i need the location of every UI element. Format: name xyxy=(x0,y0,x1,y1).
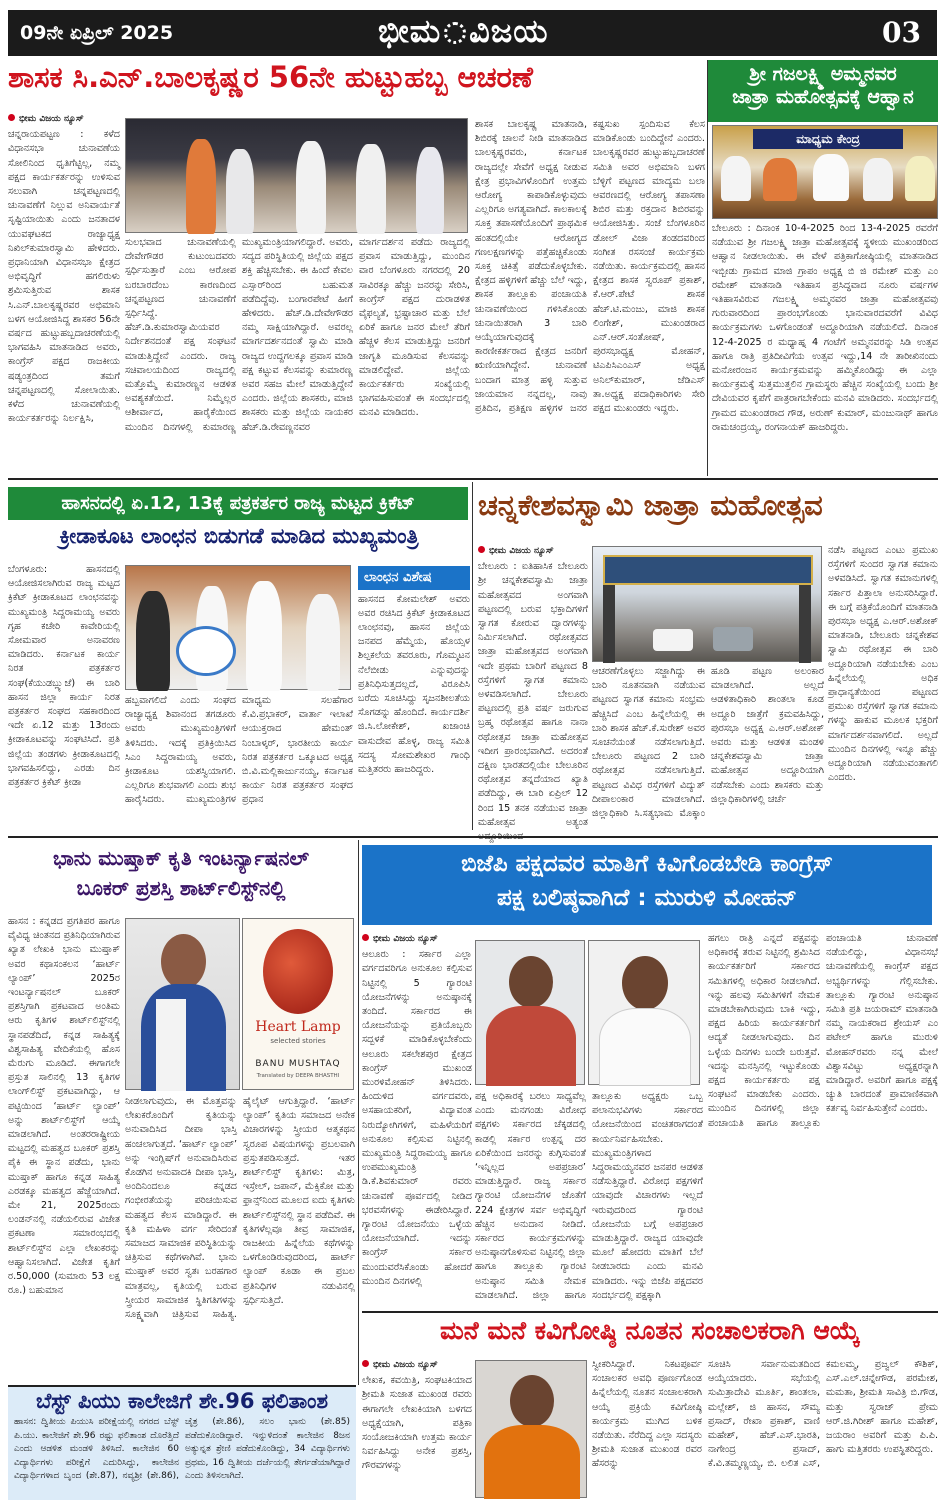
story4-photo xyxy=(592,546,822,662)
story4-cols-under-photo: ಆಚರಣೆಗೊಳ್ಳಲು ಸಜ್ಜಾಗಿದ್ದು ಈ ಬಾರಿ ನೂತನವಾಗಿ ನಡೆಯುವ ಪಟ್ಟಣದ ಸ್ವಾಗತ ಕಮಾನು ಸಂಭ್ರಮ ಹೆಚ್ಚಿಸಿದೆ ಎಂಬ ಹಿನ್ನೆಲೆಯಲ್ಲಿ ಈ ಬಾರಿ ಶಾಸಕ ಹೆಚ್.ಕೆ.ಸುರೇಶ್ ಅವರ ಸೂಚನೆಯಂತೆ ನಡೆಸಲಾಗುತ್ತಿದೆ. ಬೇಲೂರು ಪಟ್ಟಣದ 2 ಬಾರಿ ರಥೋತ್ಸವ ನಡೆಸಲಾಗುತ್ತಿದೆ. ಪಟ್ಟಣದ ವಿವಿಧ ರಸ್ತೆಗಳಿಗೆ ವಿದ್ಯುತ್ ದೀಪಾಲಂಕಾರ ಮಾಡಲಾಗಿದೆ. ಜಿಲ್ಲಾಧಿಕಾರಿ ಸಿ.ಸತ್ಯಭಾಮ ಮೊಕ್ಕಾಂ ಹೂಡಿ ಪಟ್ಟಣ ಅಲಂಕಾರ ಮಾಡಲಾಗಿದೆ. ಅಲ್ಲದೆ ಆಡಳಿತಾಧಿಕಾರಿ ಶಾಂತಲಾ ಕೂಡ ಅದ್ದೂರಿ ಜಾತ್ರೆಗೆ ಕ್ರಮವಹಿಸಿದ್ದು, ಪುರಸಭಾ ಅಧ್ಯಕ್ಷ ಎ.ಆರ್.ಅಶೋಕ್ ಅವರು ಮತ್ತು ಆಡಳಿತ ಮಂಡಳಿ ಚನ್ನಕೇಶವಸ್ವಾಮಿ ಜಾತ್ರಾ ಮಹೋತ್ಸವ ಅದ್ದೂರಿಯಾಗಿ ನಡೆಸಬೇಕು ಎಂದು ಶಾಸಕರು ಮತ್ತು ಜಿಲ್ಲಾಧಿಕಾರಿಗಳಲ್ಲಿ ಚರ್ಚೆ xyxy=(592,666,824,820)
story5-headline xyxy=(8,846,354,900)
story4-col-left xyxy=(478,544,588,832)
masthead xyxy=(8,10,937,56)
story6-headline-box xyxy=(362,845,932,925)
logo-left: ಭೀಮ xyxy=(378,12,442,50)
story4-headline: ಚನ್ನಕೇಶವಸ್ವಾಮಿ ಜಾತ್ರಾ ಮಹೋತ್ಸವ xyxy=(478,488,823,522)
story7-col-mid: ಸ್ವೀಕರಿಸಿದ್ದಾರೆ. ನಿಕಟಪೂರ್ವ ಸಂಚಾಲಕರ ಅವಧಿ ಪೂರ್ಣಗೊಂಡ ಹಿನ್ನೆಲೆಯಲ್ಲಿ ನೂತನ ಸಂಚಾಲಕರಾಗಿ ಆಯ್ಕೆ ಪ್ರಕ್ರಿಯೆ ಕವಿಗೋಷ್ಠಿ ಕಾರ್ಯಕ್ರಮ ಮುಗಿದ ಬಳಿಕ ನಡೆಯಿತು. ನೆರೆದಿದ್ದ ಎಲ್ಲಾ ಸದಸ್ಯರು ಶ್ರೀಮತಿ ಸುಜಾತ ಮುಖಂಡ ರವರ ಹೆಸರನ್ನು xyxy=(592,1359,702,1470)
column-divider xyxy=(472,482,473,830)
story2-body: ಬೇಲೂರು : ದಿನಾಂಕ 10-4-2025 ರಿಂದ 13-4-2025 ರವರೆಗೆ ನಡೆಯುವ ಶ್ರೀ ಗಜಲಕ್ಷ್ಮಿ ಜಾತ್ರಾ ಮಹೋತ್ಸವಕ್ಕೆ ಸ್ಥಳೀಯ ಮುಖಂಡರಿಂದ ಆಹ್ವಾನ ನೀಡಲಾಯಿತು. ಈ ವೇಳೆ ಪತ್ರಿಕಾಗೋಷ್ಠಿಯಲ್ಲಿ ಮಾತನಾಡಿದ ಇಬ್ಬೀಡು ಗ್ರಾಮದ ಮಾಜಿ ಗ್ರಾಪಂ ಅಧ್ಯಕ್ಷ ಬಿ ಜಿ ರಮೇಶ್ ಮತ್ತು ಎಂ ರಮೇಶ್ ಮಾತನಾಡಿ ಇತಿಹಾಸ ಪ್ರಸಿದ್ಧವಾದ ನೂರು ವರ್ಷಗಳ ಇತಿಹಾಸವಿರುವ ಗಜಲಕ್ಷ್ಮಿ ಅಮ್ಮನವರ ಜಾತ್ರಾ ಮಹೋತ್ಸವವು ಗುರುವಾರದಿಂದ ಪ್ರಾರಂಭಗೊಂಡು ಭಾನುವಾರದವರೆಗೆ ವಿವಿಧ ಕಾರ್ಯಕ್ರಮಗಳು ಒಳಗೊಂಡಂತೆ ಅದ್ದೂರಿಯಾಗಿ ನಡೆಯಲಿದೆ. ದಿನಾಂಕ 12-4-2025 ರ ಮಧ್ಯಾಹ್ನ 4 ಗಂಟೆಗೆ ಅಮ್ಮನವರನ್ನು ಸಿಡಿ ಉತ್ಸವ ಹಾಗೂ ರಾತ್ರಿ ಪ್ರತಿದೀವಿಗೆಯ ಉತ್ಸವ ಇದ್ದು,14 ನೇ ತಾರೀಖಿನಂದು ಮನೋರಂಜನ ಕಾರ್ಯಕ್ರಮವನ್ನು ಹಮ್ಮಿಕೊಂಡಿದ್ದು ಈ ಎಲ್ಲಾ ಕಾರ್ಯಕ್ರಮಕ್ಕೆ ಸುತ್ತಮುತ್ತಲಿನ ಗ್ರಾಮಸ್ಥರು ಹೆಚ್ಚಿನ ಸಂಖ್ಯೆಯಲ್ಲಿ ಬಂದು ಶ್ರೀ ದೇವಿಯವರ ಕೃಪೆಗೆ ಪಾತ್ರರಾಗಬೇಕೆಂದು ಮನವಿ ಮಾಡಿದರು. ಸಂದರ್ಭದಲ್ಲಿ ಗ್ರಾಮದ ಮುಖಂಡರಾದ ಗೌಡ, ಅರುಣ್ ಕುಮಾರ್, ಮಂಜುನಾಥ್ ಹಾಗೂ ರಾಮಚಂದ್ರಯ್ಯ, ರಂಗನಾಯಕ್ ಹಾಜರಿದ್ದರು. xyxy=(712,223,938,433)
story7-text: ಲೇಖಕ, ಕವಯಿತ್ರಿ, ಸಂಘಟಕಿಯಾದ ಶ್ರೀಮತಿ ಸುಜಾತ ಮುಖಂಡ ರವರು ಈಗಾಗಲೇ ಲೇಖಕಿಯಾಗಿ ಬಳಗದ ಅಧ್ಯಕ್ಷೆಯಾಗಿ, ಪತ್ರಿಕಾ ಸಂಯೋಜಕಿಯಾಗಿ ಉತ್ತಮ ಕಾರ್ಯ ನಿರ್ವಹಿಸಿದ್ದು ಅನೇಕ ಪ್ರಶಸ್ತಿ, ಗೌರವಗಳನ್ನು xyxy=(362,1375,472,1472)
story6-col-left xyxy=(362,932,472,1307)
story3-subhead: ಕ್ರೀಡಾಕೂಟ ಲಾಂಛನ ಬಿಡುಗಡೆ ಮಾಡಿದ ಮುಖ್ಯಮಂತ್ರಿ xyxy=(59,524,419,548)
story3-banner: ಹಾಸನದಲ್ಲಿ ಏ.12, 13ಕ್ಕೆ ಪತ್ರಕರ್ತರ ರಾಜ್ಯ ಮಟ್ಟದ ಕ್ರಿಕೆಟ್ xyxy=(8,487,468,520)
story4-col-right: ನಡೆಸಿ ಪಟ್ಟಣದ ಎಂಟು ಪ್ರಮುಖ ರಸ್ತೆಗಳಿಗೆ ಸುಂದರ ಸ್ವಾಗತ ಕಮಾನು ಅಳವಡಿಸಿದೆ. ಸ್ವಾಗತ ಕಮಾನುಗಳಲ್ಲಿ ಸರ್ಕಾರ ಪಿತ್ತಾಲಾ ಅನುಸರಿಸಿದ್ದಾರೆ. ಈ ಬಗ್ಗೆ ಪತ್ರಿಕೆಯೊಂದಿಗೆ ಮಾತನಾಡಿ ಪುರಸಭಾ ಅಧ್ಯಕ್ಷ ಎ.ಆರ್.ಅಶೋಕ್ ಮಾತನಾಡಿ, ಬೇಲೂರು ಚನ್ನಕೇಶವ ಸ್ವಾಮಿ ರಥೋತ್ಸವ ಈ ಬಾರಿ ಅದ್ದೂರಿಯಾಗಿ ನಡೆಯಬೇಕು ಎಂಬ ಹಿನ್ನೆಲೆಯಲ್ಲಿ ಅಧಿಕ ಪ್ರಾಧಾನ್ಯತೆಯಿಂದ ಪಟ್ಟಣದ ಪ್ರಮುಖ ರಸ್ತೆಗಳಿಗೆ ಸ್ವಾಗತ ಕಮಾನು ಗಳನ್ನು ಹಾಕುವ ಮೂಲಕ ಭಕ್ತರಿಗೆ ಮಾರ್ಗದರ್ಶನವಾಗಲಿದೆ. ಅಲ್ಲದೆ ಮುಂದಿನ ದಿನಗಳಲ್ಲಿ ಇನ್ನೂ ಹೆಚ್ಚು ಅದ್ದೂರಿಯಾಗಿ ನಡೆಯುವಂತಾಗಲಿ ಎಂದರು. xyxy=(828,545,938,784)
sidebox-body: ಹಾಸನದ ಕೋಮಲೇಶ್ ಅವರು ಅವರ ರಚಿಸಿದ ಕ್ರಿಕೆಟ್ ಕ್ರೀಡಾಕೂಟದ ಲಾಂಛನವು, ಹಾಸನ ಜಿಲ್ಲೆಯ ಜನಪದ ಹೆಮ್ಮೆಯ, ಹೊಯ್ಸಳ ಶಿಲ್ಪಕಲೆಯ ತವರೂರು, ಗೊಮ್ಮಟನ ನೆಲೆಬೀಡು ಎನ್ನುವುದನ್ನು ಪ್ರತಿನಿಧಿಸುತ್ತದಲ್ಲದೆ, ವಿರೂಪಿಸಿ ಬರೆದು ಸೂಚಿಸಿದ್ದು ಸೃಜನಶೀಲತೆಯ ಸೊಗಡನ್ನು ಹೊಂದಿದೆ. ಕಾರ್ಯದರ್ಶಿ ಜಿ.ಸಿ.ಲೋಕೇಶ್, ಖಜಾಂಚಿ ವಾಸುದೇವ ಹೊಳ್ಳ, ರಾಜ್ಯ ಸಮಿತಿ ಸದಸ್ಯ ಸೋಮಶೇಖರ ಗಾಂಧಿ ಮತ್ತಿತರರು ಹಾಜರಿದ್ದರು. xyxy=(358,593,470,776)
author-photo xyxy=(125,918,240,1090)
story6-text: ಆಲೂರು : ಸರ್ಕಾರ ಎಲ್ಲಾ ವರ್ಗದವರಿಗೂ ಅನುಕೂಲ ಕಲ್ಪಿಸುವ ನಿಟ್ಟಿನಲ್ಲಿ 5 ಗ್ಯಾರಂಟಿ ಯೋಜನೆಗಳನ್ನು ಅನುಷ್ಠಾನಕ್ಕೆ ತಂದಿದೆ. ಸರ್ಕಾರದ ಈ ಯೋಜನೆಯನ್ನು ಪ್ರತಿಯೊಬ್ಬರು ಸದ್ಬಳಕೆ ಮಾಡಿಕೊಳ್ಳಬೇಕೆಂದು ಆಲೂರು ಸಕಲೇಶಪುರ ಕ್ಷೇತ್ರದ ಕಾಂಗ್ರೆಸ್ ಮುಖಂಡ ಮುರಳಿಮೋಹನ್ ತಿಳಿಸಿದರು. ಹಿಂದುಳಿದ ವರ್ಗದವರು, ಅಸಹಾಯಕರಿಗೆ, ವಿದ್ಯಾವಂತ ನಿರುದ್ಯೋಗಿಗಳಿಗೆ, ಮಹಿಳೆಯರಿಗೆ ಅನುಕೂಲ ಕಲ್ಪಿಸುವ ನಿಟ್ಟಿನಲ್ಲಿ ಮುಖ್ಯಮಂತ್ರಿ ಸಿದ್ದರಾಮಯ್ಯ ಹಾಗೂ ಉಪಮುಖ್ಯಮಂತ್ರಿ ಡಿ.ಕೆ.ಶಿವಕುಮಾರ್ ರವರು ಚುನಾವಣೆ ಪೂರ್ವದಲ್ಲಿ ನೀಡಿದ ಭರವಸೆಗಳನ್ನು ಈಡೇರಿಸಿದ್ದಾರೆ. ಗ್ಯಾರಂಟಿ ಯೋಜನೆಯು ಒಳ್ಳೆಯ ಯೋಜನೆಯಾಗಿದೆ. ಇದನ್ನು ಕಾಂಗ್ರೆಸ್ ಸರ್ಕಾರ ಮುಂದುವರೆಸಿಕೊಂಡು ಹೋದರೆ ಮುಂದಿನ ದಿನಗಳಲ್ಲಿ xyxy=(362,949,472,1287)
byline: ಭೀಮ ವಿಜಯ ನ್ಯೂಸ್ xyxy=(478,544,588,558)
byline: ಭೀಮ ವಿಜಯ ನ್ಯೂಸ್ xyxy=(8,112,120,126)
byline: ಭೀಮ ವಿಜಯ ನ್ಯೂಸ್ xyxy=(362,1358,472,1372)
story5-col-left: ಹಾಸನ : ಕನ್ನಡದ ಪ್ರಗತಿಪರ ಹಾಗೂ ವೈವಿಧ್ಯ ಚಿಂತನದ ಪ್ರತಿನಿಧಿಯಾಗಿರುವ ಖ್ಯಾತ ಲೇಖಕಿ ಭಾನು ಮುಷ್ತಾಕ್ ಅವರ ಕಥಾಸಂಕಲನ ‘ಹಾರ್ಟ್ ಲ್ಯಾಂಪ್’ 2025ರ ಇಂಟರ್ನ್ಯಾಷನಲ್ ಬೂಕರ್ ಪ್ರಶಸ್ತಿಗಾಗಿ ಪ್ರಕಟವಾದ ಅಂತಿಮ ಆರು ಕೃತಿಗಳ ಶಾರ್ಟ್‌ಲಿಸ್ಟ್‌ನಲ್ಲಿ ಸ್ಥಾನಪಡೆದಿದೆ, ಕನ್ನಡ ಸಾಹಿತ್ಯಕ್ಕೆ ವಿಶ್ವಸಾಹಿತ್ಯ ವೇದಿಕೆಯಲ್ಲಿ ಹೊಸ ಮೆರುಗು ಮೂಡಿದೆ. ಈಗಾಗಲೇ ಪ್ರಸ್ತುತ ಸಾಲಿನಲ್ಲಿ 13 ಕೃತಿಗಳ ಲಾಂಗ್‌ಲಿಸ್ಟ್ ಪ್ರಕಟವಾಗಿದ್ದು, ಆ ಪಟ್ಟಿಯಿಂದ ‘ಹಾರ್ಟ್ ಲ್ಯಾಂಪ್’ ಅನ್ನು ಶಾರ್ಟ್‌ಲಿಸ್ಟ್‌ಗೆ ಆಯ್ಕೆ ಮಾಡಲಾಗಿದೆ. ಅಂತರರಾಷ್ಟ್ರೀಯ ಮಟ್ಟದಲ್ಲಿ ಮಹತ್ವದ ಬೂಕರ್ ಪ್ರಶಸ್ತಿ ಪೈಕಿ ಈ ಸ್ಥಾನ ಪಡೆದು, ಭಾನು ಮುಷ್ತಾಕ್ ಹಾಗೂ ಕನ್ನಡ ಸಾಹಿತ್ಯ ಎರಡಕ್ಕೂ ಮಹತ್ವದ ಹೆಜ್ಜೆಯಾಗಿದೆ. ಮೇ 21, 2025ರಂದು ಲಂಡನ್‌ನಲ್ಲಿ ನಡೆಯಲಿರುವ ವಿಜೇತ ಪ್ರಕಟಣಾ ಸಮಾರಂಭದಲ್ಲಿ ಶಾರ್ಟ್‌ಲಿಸ್ಟ್‌ನ ಎಲ್ಲಾ ಲೇಖಕರನ್ನು ಆಹ್ವಾನಿಸಲಾಗಿದೆ. ವಿಜೇತ ಕೃತಿಗೆ ರ.50,000 (ಸುಮಾರು 53 ಲಕ್ಷ ರೂ.) ಬಹುಮಾನ xyxy=(8,916,120,1297)
story7-headline: ಮನೆ ಮನೆ ಕವಿಗೋಷ್ಠಿ ನೂತನ ಸಂಚಾಲಕರಾಗಿ ಆಯ್ಕೆ xyxy=(440,1316,860,1345)
story6-cols-right: ಹಗಲು ರಾತ್ರಿ ಎನ್ನದೆ ಪಕ್ಷವನ್ನು ಅಧಿಕಾರಕ್ಕೆ ತರುವ ನಿಟ್ಟಿನಲ್ಲಿ ಶ್ರಮಿಸಿದ ಕಾರ್ಯಕರ್ತರಿಗೆ ಸರ್ಕಾರದ ಸಮಿತಿಗಳಲ್ಲಿ ಅಧಿಕಾರ ನೀಡಲಾಗಿದೆ. ಇನ್ನು ಹಲವು ಸಮಿತಿಗಳಿಗೆ ನೇಮಕ ಮಾಡಬೇಕಾಗಿರುವುದು ಬಾಕಿ ಇದ್ದು, ಪಕ್ಷದ ಹಿರಿಯ ಕಾರ್ಯಕರ್ತರಿಗೆ ಆದ್ಯತೆ ನೀಡಲಾಗುವುದು. ದಿನ ಒಳ್ಳೆಯ ದಿನಗಳು ಬಂದೇ ಬರುತ್ತವೆ. ಇದನ್ನು ಮನಸ್ಸಿನಲ್ಲಿ ಇಟ್ಟುಕೊಂಡು ಪಕ್ಷದ ಕಾರ್ಯಕರ್ತರು ಪಕ್ಷ ಸಂಘಟನೆ ಮಾಡಬೇಕು ಎಂದರು. ಮುಂದಿನ ದಿನಗಳಲ್ಲಿ ಜಿಲ್ಲಾ ಪಂಚಾಯತಿ ಹಾಗೂ ತಾಲ್ಲೂಕು ಪಂಚಾಯತಿ ಚುನಾವಣೆ ನಡೆಯಲಿದ್ದು, ವಿಧಾನಸಭೆ ಚುನಾವಣೆಯಲ್ಲಿ ಕಾಂಗ್ರೆಸ್ ಪಕ್ಷದ ಅಭ್ಯರ್ಥಿಗಳನ್ನು ಗೆಲ್ಲಿಸಬೇಕು. ತಾಲ್ಲೂಕು ಗ್ಯಾರಂಟಿ ಅನುಷ್ಠಾನ ಸಮಿತಿ ಪ್ರತಿ ಜಯರಾಮ್ ಮಾತನಾಡಿ ನಮ್ಮ ನಾಯಕರಾದ ಶ್ರೇಯಸ್ ಎಂ ಪಟೇಲ್ ಹಾಗೂ ಮುರುಳಿ ಮೋಹನ್‌ರವರು ನನ್ನ ಮೇಲೆ ವಿಶ್ವಾಸವಿಟ್ಟು ಅಧ್ಯಕ್ಷರನ್ನಾಗಿ ಮಾಡಿದ್ದಾರೆ. ಅವರಿಗೆ ಹಾಗೂ ಪಕ್ಷಕ್ಕೆ ಚ್ಯುತಿ ಬಾರದಂತೆ ಪ್ರಾಮಾಣಿಕವಾಗಿ ಕರ್ತವ್ಯ ನಿರ್ವಹಿಸುತ್ತೇನೆ ಎಂದರು. xyxy=(708,933,938,1129)
column-divider xyxy=(707,60,708,476)
murali-mohan-photo xyxy=(475,940,585,1085)
divider xyxy=(8,478,938,480)
sujatha-photo xyxy=(475,1360,587,1498)
issue-date: 09ನೇ ಏಪ್ರಿಲ್ 2025 xyxy=(20,22,174,44)
newspaper-logo xyxy=(378,12,549,51)
story7-cols-right: ಸೂಚಿಸಿ ಸರ್ವಾನುಮತದಿಂದ ಆಯ್ಕೆಯಾದರು. ಸಭೆಯಲ್ಲಿ ಸುಮಿತ್ರಾದೇವಿ ಮೂರ್ತಿ, ಶಾಂತಲಾ, ಮಲ್ಲೇಶ್, ಜಿ ಹಾಸನ, ಸೌಮ್ಯ ಪ್ರಸಾದ್, ರೇಖಾ ಪ್ರಕಾಶ್, ವಾಣಿ ಮಹೇಶ್, ಹೆಚ್.ಎಸ್.ಭಾರತಿ, ನಾಗೇಂದ್ರ ಪ್ರಸಾದ್, ಕೆ.ವಿ.ತಮ್ಮಣ್ಣಯ್ಯ, ಬಿ. ಲಲಿತ ಎಸ್, ಕಮಲಮ್ಮ, ಪ್ರಜ್ವಲ್ ಕೌಶಿಕ್, ಎಸ್.ಎಲ್.ಚನ್ನೇಗೌಡ, ಪರಮೇಶ, ಮಮತಾ, ಶ್ರೀಮತಿ ಸಾವಿತ್ರಿ ಬಿ.ಗೌಡ, ಮತ್ತು ಸ್ವರಾಜ್ ಪ್ರೇಮ ಆರ್.ಜಿ.ಗಿರೀಶ್ ಹಾಗೂ ಮಹೇಶ್, ಜಯರಾಂ ಅವರಿಗೆ ಮತ್ತು ಪಿ.ಪಿ. ಹಾಗು ಮತ್ತಿತರರು ಉಪಸ್ಥಿತರಿದ್ದರು. xyxy=(708,1359,938,1470)
photo-banner-text: ಮಾಧ್ಯಮ ಕೇಂದ್ರ xyxy=(753,129,903,149)
story3-photo xyxy=(125,565,351,690)
story2-photo xyxy=(712,125,938,219)
person-photo xyxy=(588,940,700,1085)
story8-box xyxy=(8,1385,356,1500)
story7-col-left xyxy=(362,1358,472,1503)
story6-headline-line2: ಪಕ್ಷ ಬಲಿಷ್ಠವಾಗಿದೆ : ಮುರುಳಿ ಮೋಹನ್ xyxy=(497,884,797,911)
story1-col-left xyxy=(8,112,120,472)
story6-headline-line1: ಬಿಜೆಪಿ ಪಕ್ಷದವರ ಮಾತಿಗೆ ಕಿವಿಗೊಡಬೇಡಿ ಕಾಂಗ್ರೆಸ್ xyxy=(461,851,833,877)
story8-body: ಹಾಸನ: ದ್ವಿತೀಯ ಪಿಯುಸಿ ಪರೀಕ್ಷೆಯಲ್ಲಿ ನಗರದ ಬೆಸ್ಟ್ ಪಿ.ಯು. ಕಾಲೇಜಿಗೆ ಶೇ.96 ರಷ್ಟು ಫಲಿತಾಂಶ ದೊರೆತ್ತಿದೆ ಎಂದು ಆಡಳಿತ ಮಂಡಳಿ ತಿಳಿಸಿದೆ. ಕಾಲೇಜಿನ 60 ವಿದ್ಯಾರ್ಥಿಗಳು ಪರೀಕ್ಷೆಗೆ ಎದುರಿಸಿದ್ದು, ಕಾಲೇಜಿನ ವಿದ್ಯಾರ್ಥಿಗಳಾದ ಬೃಂದ (ಶೇ.87), ನವ್ಯಶ್ರೀ (ಶೇ.86), ಚೈತ್ರ (ಶೇ.86), ಸಲಂ ಭಾನು (ಶೇ.85) ಪಡೆದುಕೊಂಡಿದ್ದಾರೆ. ಇನ್ನುಳಿದಂತೆ ಕಾಲೇಜಿನ 8ಜನ ಅತ್ಯುನ್ನತ ಶ್ರೇಣಿ ಪಡೆದುಕೊಂಡಿದ್ದು, 34 ವಿದ್ಯಾರ್ಥಿಗಳು ಪ್ರಥಮ, 16 ದ್ವಿತೀಯ ದರ್ಜೆಯಲ್ಲಿ ತೇರ್ಗಡೆಯಾಗಿದ್ದಾರೆ ಎಂದು ತಿಳಿಸಲಾಗಿದೆ. xyxy=(14,1417,350,1482)
chakra-icon xyxy=(444,22,466,44)
book-author: BANU MUSHTAQ xyxy=(255,1059,341,1069)
story4-text: ಬೇಲೂರು : ಐತಿಹಾಸಿಕ ಬೇಲೂರು ಶ್ರೀ ಚನ್ನಕೇಶವಸ್ವಾಮಿ ಜಾತ್ರಾ ಮಹೋತ್ಸವದ ಅಂಗವಾಗಿ ಪಟ್ಟಣದಲ್ಲಿ ಬರುವ ಭಕ್ತಾದಿಗಳಿಗೆ ಸ್ವಾಗತ ಕೋರುವ ದ್ವಾರಗಳನ್ನು ನಿರ್ಮಿಸಲಾಗಿದೆ. ರಥೋತ್ಸವದ ಜಾತ್ರಾ ಮಹೋತ್ಸವದ ಅಂಗವಾಗಿ ಇದೇ ಪ್ರಥಮ ಬಾರಿಗೆ ಪಟ್ಟಣದ 8 ರಸ್ತೆಗಳಿಗೆ ಸ್ವಾಗತ ಕಮಾನು ಅಳವಡಿಸಲಾಗಿದೆ. ಬೇಲೂರು ಪಟ್ಟಣದಲ್ಲಿ ಪ್ರತಿ ವರ್ಷ ಜರುಗುವ ಬ್ರಹ್ಮ ರಥೋತ್ಸವ ಹಾಗೂ ನಾನಾ ರಥೋತ್ಸವ ಜಾತ್ರಾ ಮಹೋತ್ಸವ ಇದೀಗ ಪ್ರಾರಂಭವಾಗಿದೆ. ಅದರಂತೆ ದಕ್ಷಿಣ ಭಾರತದಲ್ಲಿಯೇ ಬೇಲೂರಿನ ರಥೋತ್ಸವ ತನ್ನದೆಯಾದ ಖ್ಯಾತಿ ಪಡೆದಿದ್ದು, ಈ ಬಾರಿ ಏಪ್ರಿಲ್ 12 ರಿಂದ 15 ತನಕ ನಡೆಯುವ ಜಾತ್ರಾ ಮಹೋತ್ಸವ ಅತ್ಯಂತ xyxy=(478,561,588,828)
story3-sidebox xyxy=(358,566,470,833)
divider xyxy=(362,1311,938,1313)
story1-cols-right: ಶಾಸಕ ಬಾಲಕೃಷ್ಣ ಮಾತನಾಡಿ, ಶಿಬಿರಕ್ಕೆ ಚಾಲನೆ ನೀಡಿ ಮಾತನಾಡಿದ ಬಾಲಕೃಷ್ಣರವರು, ಕರ್ನಾಟಕ ರಾಜ್ಯದಲ್ಲೇ ಸೇವೆಗೆ ಅಧ್ಯಕ್ಷ ನೀಡುವ ಕ್ಷೇತ್ರ ಪ್ರಭಾವಿಗಳೊಂದಿಗೆ ಉತ್ತಮ ಆರೋಗ್ಯ ಕಾಪಾಡಿಕೊಳ್ಳುವುದು ಎಲ್ಲರಿಗೂ ಅಗತ್ಯವಾಗಿದೆ. ಕಾಲಕಾಲಕ್ಕೆ ಸೂಕ್ತ ತಪಾಸಣೆಯೊಂದಿಗೆ ಪ್ರಾಥಮಿಕ ಹಂತದಲ್ಲಿಯೇ ಆರೋಗ್ಯದ ಗಣಲಕ್ಷಣಗಳನ್ನು ಪತ್ತೆಹಚ್ಚಿಕೊಂಡು ಸೂಕ್ತ ಚಿಕಿತ್ಸೆ ಪಡೆದುಕೊಳ್ಳಬೇಕು. ಕ್ಷೇತ್ರದ ಹಳ್ಳಿಗಳಿಗೆ ಹೆಚ್ಚು ಬೆಲೆ ಇದ್ದು, ಶಾಸಕ ತಾಲ್ಲೂಕು ಪಂಚಾಯತಿ ಚುನಾವಣೆಯಿಂದ ಗಳಿಸಿಕೊಂಡು ಚುನಾಯಿತರಾಗಿ 3 ಬಾರಿ ಆಯ್ಕೆಯಾಗುವುದಕ್ಕೆ ಕಾರಣೀಕರ್ತರಾದ ಕ್ಷೇತ್ರದ ಜನರಿಗೆ ಋಣಿಯಾಗಿದ್ದೇನೆ. ಚುನಾವಣೆ ಬಂದಾಗ ಮಾತ್ರ ಹಳ್ಳಿ ಸುತ್ತುವ ಜಾಯಮಾನ ನನ್ನದಲ್ಲ, ನಾವು ಪ್ರತಿದಿನ, ಪ್ರತಿಕ್ಷಣ ಹಳ್ಳಿಗಳ ಜನರ ಕಷ್ಟಸುಖ ಸ್ಪಂದಿಸುವ ಕೆಲಸ ಮಾಡಿಕೊಂಡು ಬಂದಿದ್ದೇನೆ ಎಂದರು. ಬಾಲಕೃಷ್ಣರವರ ಹುಟ್ಟುಹಬ್ಬದಾಚರಣೆ ಸಮಿತಿ ಅವರ ಅಭಿಮಾನಿ ಬಳಗ ಬೆಳ್ಳಿಗೆ ಪಟ್ಟಣದ ಮಾದ್ಯಮ ಬಲಾ ಆವರಣದಲ್ಲಿ ಆರೋಗ್ಯ ತಪಾಸಣಾ ಶಿಬಿರ ಮತ್ತು ರಕ್ತದಾನ ಶಿಬಿರವನ್ನು ಆಯೋಜಿಸಿತ್ತು. ಸಂಜೆ ಬೆಂಗಳೂರಿನ ಡೋಲ್ ವಿಜಾ ತಂಡದವರಿಂದ ಸಂಗೀತ ರಸಸಂಜೆ ಕಾರ್ಯಕ್ರಮ ನಡೆಯಿತು. ಕಾರ್ಯಕ್ರಮದಲ್ಲಿ ಹಾಸನ ಕ್ಷೇತ್ರದ ಶಾಸಕ ಸ್ವರೂಪ್ ಪ್ರಕಾಶ್, ಕೆ.ಆರ್.ಪೇಟೆ ಶಾಸಕ ಹೆಚ್.ಟಿ.ಮಂಜು, ಮಾಜಿ ಶಾಸಕ ಲಿಂಗೇಶ್, ಮುಖಂಡರಾದ ಎನ್.ಆರ್.ಸಂತೋಷ್, ಪುರಸಭಾಧ್ಯಕ್ಷ ಮೋಹನ್, ಟಿಎಪಿಸಿಎಂಎಸ್ ಅಧ್ಯಕ್ಷ ಅನಿಲ್‌ಕುಮಾರ್, ಜೆಡಿಎಸ್ ತಾ.ಅಧ್ಯಕ್ಷ ಪದಾಧಿಕಾರಿಗಳು ಸೇರಿ ಪಕ್ಷದ ಮುಖಂಡರು ಇದ್ದರು. xyxy=(475,119,705,415)
story8-headline: ಬೆಸ್ಟ್ ಪಿಯು ಕಾಲೇಜಿಗೆ ಶೇ.96 ಫಲಿತಾಂಶ xyxy=(36,1389,328,1413)
book-cover xyxy=(242,918,354,1090)
book-subtitle: selected stories xyxy=(270,1037,326,1045)
byline: ಭೀಮ ವಿಜಯ ನ್ಯೂಸ್ xyxy=(362,932,472,946)
story2-headline-line1: ಶ್ರೀ ಗಜಲಕ್ಷ್ಮಿ ಅಮ್ಮನವರ xyxy=(749,63,897,85)
logo-right: ವಿಜಯ xyxy=(469,12,549,50)
column-divider xyxy=(358,840,359,1385)
story3-col-left: ಬೆಂಗಳೂರು: ಹಾಸನದಲ್ಲಿ ಆಯೋಜಿಸಲಾಗಿರುವ ರಾಜ್ಯ ಮಟ್ಟದ ಕ್ರಿಕೆಟ್ ಕ್ರೀಡಾಕೂಟದ ಲಾಂಛನವನ್ನು ಮುಖ್ಯಮಂತ್ರಿ ಸಿದ್ದರಾಮಯ್ಯ ಅವರು ಗೃಹ ಕಚೇರಿ ಕಾವೇರಿಯಲ್ಲಿ ಸೋಮವಾರ ಅನಾವರಣ ಮಾಡಿದರು. ಕರ್ನಾಟಕ ಕಾರ್ಯ ನಿರತ ಪತ್ರಕರ್ತರ ಸಂಘ(ಕೆಯುಡಬ್ಲ್ಯುಜೆ) ಈ ಬಾರಿ ಹಾಸನ ಜಿಲ್ಲಾ ಕಾರ್ಯ ನಿರತ ಪತ್ರಕರ್ತರ ಸಂಘದ ಸಹಕಾರದಿಂದ ಇದೇ ಏ.12 ಮತ್ತು 13ರಂದು ಕ್ರೀಡಾಕೂಟವನ್ನು ಸಂಘಟಿಸಿದೆ. ಪ್ರತಿ ಜಿಲ್ಲೆಯ ತಂಡಗಳು ಕ್ರೀಡಾಕೂಟದಲ್ಲಿ ಭಾಗವಹಿಸಲಿದ್ದು, ಎರಡು ದಿನ ಪತ್ರಕರ್ತರ ಕ್ರಿಕೆಟ್ ಕ್ರೀಡಾ xyxy=(8,564,120,789)
story1-cols-under-photo: ಸುಲಭವಾದ ಚುನಾವಣೆಯಲ್ಲಿ ದೇವೇಗೌಡರ ಕುಟುಂಬದವರು ಸ್ಪರ್ಧಿಸುತ್ತಾರೆ ಎಂಬ ಆರೋಪ ಬರಬಾರದೆಂಬ ಕಾರಣದಿಂದ ಚನ್ನಪಟ್ಟಣದ ಚುನಾವಣೆಗೆ ಸ್ಪರ್ಧಿಸಿದ್ದೆ. ಹೆಚ್.ಡಿ.ಕುಮಾರಸ್ವಾಮಿಯವರ ನಿರ್ದೇಶನದಂತೆ ಪಕ್ಷ ಸಂಘಟನೆ ಮಾಡುತ್ತಿದ್ದೇನೆ ಎಂದರು. ರಾಜ್ಯ ಸಚಿವಾಲಯದಿಂದ ರಾಜ್ಯದಲ್ಲಿ ಮತ್ತೊಮ್ಮೆ ಕುಮಾರಣ್ಣನ ಆಡಳಿತ ಅವಶ್ಯಕತೆಯಿದೆ. ನಿಮ್ಮೆಲ್ಲರ ಆಶೀರ್ವಾದ, ಹಾರೈಕೆಯಿಂದ ಮುಂದಿನ ದಿನಗಳಲ್ಲಿ ಕುಮಾರಣ್ಣ ಮುಖ್ಯಮಂತ್ರಿಯಾಗಲಿದ್ದಾರೆ. ಅವರು, ಸದ್ಯದ ಪರಿಸ್ಥಿತಿಯಲ್ಲಿ ಜಿಲ್ಲೆಯ ಪಕ್ಷದ ಶಕ್ತಿ ಹೆಚ್ಚಿಸಬೇಕು. ಈ ಹಿಂದೆ ಕೇವಲ ಎಸ್ಸಾರ್‌ರಿಂದ ಬಹುಮತ ಪಡೆದಿದ್ದೆವು. ಬಂಗಾರಪೇಟೆ ಹೀಗೆ ಹೇಳಿದರು. ಹೆಚ್.ಡಿ.ದೇವೇಗೌಡರ ನಮ್ಮ ಸಾಕ್ಷಿಯಾಗಿದ್ದಾರೆ. ಅವರಲ್ಲ ಮಾರ್ಗದರ್ಶನದಂತೆ ಸ್ವಾಮಿ ಮಾಡಿ ರಾಜ್ಯದ ಉದ್ದಗಲಕ್ಕೂ ಪ್ರವಾಸ ಮಾಡಿ ಪಕ್ಷ ಕಟ್ಟುವ ಕೆಲಸವನ್ನು ಕುಮಾರಣ್ಣ ಅವರ ಸಹಜ ಮೇಲೆ ಮಾಡುತ್ತಿದ್ದೇನೆ ಎಂದರು. ಜಿಲ್ಲೆಯ ಶಾಸಕರು, ಮಾಜಿ ಶಾಸಕರು ಮತ್ತು ಜಿಲ್ಲೆಯ ನಾಯಕರ ಹೆಚ್.ಡಿ.ರೇವಣ್ಣನವರ ಮಾರ್ಗದರ್ಶನ ಪಡೆದು ರಾಜ್ಯದಲ್ಲಿ ಪ್ರವಾಸ ಮಾಡುತ್ತಿದ್ದು, ಮುಂದಿನ ವಾರ ಬೆಂಗಳೂರು ನಗರದಲ್ಲಿ 20 ಸಾವಿರಕ್ಕೂ ಹೆಚ್ಚು ಜನರನ್ನು ಸೇರಿಸಿ, ಕಾಂಗ್ರೆಸ್ ಪಕ್ಷದ ದುರಾಡಳಿತ ವೈಫಲ್ಯತೆ, ಭ್ರಷ್ಟಾಚಾರ ಮತ್ತು ಬೆಲೆ ಏರಿಕೆ ಹಾಗೂ ಜನರ ಮೇಲೆ ತೆರಿಗೆ ಹೆಚ್ಚಳ ಕೆಲಸ ಮಾಡುತ್ತಿದ್ದು ಜನರಿಗೆ ಜಾಗೃತಿ ಮೂಡಿಸುವ ಕೆಲಸವನ್ನು ಮಾಡಲಿದ್ದೇವೆ. ಜಿಲ್ಲೆಯ ಕಾರ್ಯಕರ್ತರು ಸಂಖ್ಯೆಯಲ್ಲಿ ಭಾಗವಹಿಸುವಂತೆ ಈ ಸಂದರ್ಭದಲ್ಲಿ ಮನವಿ ಮಾಡಿದರು. xyxy=(125,237,470,433)
story2-headline-line2: ಜಾತ್ರಾ ಮಹೋತ್ಸವಕ್ಕೆ ಆಹ್ವಾನ xyxy=(732,85,914,108)
story5-headline-line2: ಬೂಕರ್ ಪ್ರಶಸ್ತಿ ಶಾರ್ಟ್‌ಲಿಸ್ಟ್‌ನಲ್ಲಿ xyxy=(76,876,286,900)
story5-cols-under-photo: ನೀಡಲಾಗುವುದು, ಈ ಮೊತ್ತವನ್ನು ಲೇಖಕರೊಂದಿಗೆ ಕೃತಿಯನ್ನು ಅನುವಾದಿಸಿದ ದೀಪಾ ಭಾಸ್ತಿ ಹಂಚಲಾಗುತ್ತದೆ. ‘ಹಾರ್ಟ್ ಲ್ಯಾಂಪ್’ ಅನ್ನು ಇಂಗ್ಲಿಷ್‌ಗೆ ಅನುವಾದಿಸಿರುವ ಕೊಡಗಿನ ಅನುವಾದಕಿ ದೀಪಾ ಭಾಸ್ತಿ, ಅಂದಿನಿಂದಲೂ ಕನ್ನಡದ ಗಂಭೀರತೆಯನ್ನು ಪರಿಚಯಿಸುವ ಮಹತ್ವದ ಕೆಲಸ ಮಾಡಿದ್ದಾರೆ. ಈ ಕೃತಿ ಮಹಿಳಾ ವರ್ಗ ಸೇರಿದಂತೆ ಸಮಾಜದ ಸಾಮಾಜಿಕ ಪರಿಸ್ಥಿತಿಯನ್ನು ಚಿತ್ರಿಸುವ ಕಥೆಗಳಾಗಿವೆ. ಭಾನು ಮುಷ್ತಾಕ್ ಅವರ ಸ್ವತಃ ಬರಹಗಾರ ಮಾತ್ರವಲ್ಲ, ಕೃತಿಯಲ್ಲಿ ಬರುವ ಸ್ತ್ರೀಯರ ಸಾಮಾಜಿಕ ಸ್ಥಿತಿಗತಿಗಳನ್ನು ಸೂಕ್ಷ್ಮವಾಗಿ ಚಿತ್ರಿಸುವ ಸಾಹಿತ್ಯ. ಹೈಲೈಟ್ ಆಗುತ್ತಿದ್ದಾರೆ. ‘ಹಾರ್ಟ್ ಲ್ಯಾಂಪ್’ ಕೃತಿಯ ಸಮಾಜದ ಅನೇಕ ವಿಚಾರಗಳನ್ನು ಸ್ತ್ರೀಯರ ಆತ್ಮಕಥನ ಸ್ವರೂಪ ವಿಷಯಗಳನ್ನು ಪ್ರಬಲವಾಗಿ ಪ್ರಸ್ತುತಪಡಿಸುತ್ತದೆ. ಇತರ ಶಾರ್ಟ್‌ಲಿಸ್ಟ್ ಕೃತಿಗಳು: ಮಿತ್ರ, ಇಸ್ರೇಲ್, ಜಪಾನ್, ಮೆಕ್ಸಿಕೋ ಮತ್ತು ಫ್ರಾನ್ಸ್‌ನಿಂದ ಮೂಲದ ಐದು ಕೃತಿಗಳು ಶಾರ್ಟ್‌ಲಿಸ್ಟ್‌ನಲ್ಲಿ ಸ್ಥಾನ ಪಡೆದಿವೆ. ಈ ಕೃತಿಗಳೆಲ್ಲವೂ ತೀವ್ರ ಸಾಮಾಜಿಕ, ರಾಜಕೀಯ ಹಿನ್ನೆಲೆಯ ಕಥೆಗಳನ್ನು ಒಳಗೊಂಡಿರುವುದರಿಂದ, ಹಾರ್ಟ್ ಲ್ಯಾಂಪ್ ಕೂಡಾ ಈ ಪ್ರಬಲ ಪ್ರತಿನಿಧಿಗಳ ನಡುವಿನಲ್ಲಿ ಸ್ಪರ್ಧಿಸುತ್ತಿದೆ. xyxy=(125,1096,355,1321)
sidebox-title: ಲಾಂಛನ ವಿಶೇಷ xyxy=(358,566,470,590)
book-title: Heart Lamp xyxy=(255,1019,341,1035)
page-number: 03 xyxy=(882,16,921,49)
story1-text: ಚನ್ನರಾಯಪಟ್ಟಣ : ಕಳೆದ ವಿಧಾನಸಭಾ ಚುನಾವಣೆಯ ಸೋಲಿನಿಂದ ಧೃತಿಗೆಟ್ಟಿಲ್ಲ, ನಮ್ಮ ಪಕ್ಷದ ಕಾರ್ಯಕರ್ತರನ್ನು ಉಳಿಸುವ ಸಲುವಾಗಿ ಚನ್ನಪಟ್ಟಣದಲ್ಲಿ ಚುನಾವಣೆಗೆ ನಿಲ್ಲುವ ಅನಿವಾರ್ಯತೆ ಸೃಷ್ಟಿಯಾಯಿತು ಎಂದು ಜನತಾದಳ ಯುವಘಟಕದ ರಾಜ್ಯಾಧ್ಯಕ್ಷ ನಿಖಿಲ್‌ಕುಮಾರಸ್ವಾಮಿ ಹೇಳಿದರು. ಪ್ರಧಾನಿಯಾಗಿ ವಿಧಾನಸಭಾ ಕ್ಷೇತ್ರದ ಅಭಿವೃದ್ಧಿಗೆ ಹಗಲಿರುಳು ಶ್ರಮಿಸುತ್ತಿರುವ ಶಾಸಕ ಸಿ.ಎನ್.ಬಾಲಕೃಷ್ಣರವರ ಅಭಿಮಾನಿ ಬಳಗ ಆಯೋಜಿಸಿದ್ದ ಶಾಸಕರ 56ನೇ ವರ್ಷದ ಹುಟ್ಟುಹಬ್ಬದಾಚರಣೆಯಲ್ಲಿ ಭಾಗವಹಿಸಿ ಮಾತನಾಡಿದ ಅವರು, ಕಾಂಗ್ರೆಸ್ ಪಕ್ಷದ ರಾಜಕೀಯ ಷಡ್ಯಂತ್ರದಿಂದ ತಮಗೆ ಚನ್ನಪಟ್ಟಣದಲ್ಲಿ ಸೋಲಾಯಿತು. ಕಳೆದ ಚುನಾವಣೆಯಲ್ಲಿ ಕಾರ್ಯಕರ್ತರನ್ನು ನಿರ್ಲಕ್ಷಿಸಿ, xyxy=(8,129,120,425)
story1-photo xyxy=(125,118,468,233)
story1-headline: ಶಾಸಕ ಸಿ.ಎನ್.ಬಾಲಕೃಷ್ಣರ 56ನೇ ಹುಟ್ಟುಹಬ್ಬ ಆಚರಣೆ xyxy=(8,60,533,94)
story2-headline-box xyxy=(708,60,938,122)
story5-headline-line1: ಭಾನು ಮುಷ್ತಾಕ್ ಕೃತಿ ಇಂಟರ್ನ್ಯಾಷನಲ್ xyxy=(53,846,309,870)
story6-cols-under-photo: ಪಕ್ಷ ಅಧಿಕಾರಕ್ಕೆ ಬರಲು ಸಾಧ್ಯವೆಲ್ಲ ಎಂದು ಮನಗಂಡು ವಿರೋಧ ಪಕ್ಷಗಳು ಸರ್ಕಾರದ ಚೆಕ್ಕಡದಲ್ಲಿ ಕಾಡಲ್ಲಿ ಸರ್ಕಾರ ಉತ್ಪನ್ನ ದರ ಏರಿಕೆಯಿಂದ ಜನರನ್ನು ಕುಗ್ಗಿಸುವಂತೆ ‘ಇನ್ನಿಲ್ಲದ ಅಪಪ್ರಚಾರ’ ಮಾಡುತ್ತಿದ್ದಾರೆ. ರಾಜ್ಯ ಸರ್ಕಾರ ಗ್ಯಾರಂಟಿ ಯೋಜನೆಗಳ ಜೊತೆಗೆ 224 ಕ್ಷೇತ್ರಗಳ ಸರ್ವ ಅಭಿವೃದ್ಧಿಗೆ ಹೆಚ್ಚಿನ ಅನುದಾನ ನೀಡಿದೆ. ಸರ್ಕಾರದ ಕಾರ್ಯಕ್ರಮಗಳನ್ನು ಅನುಷ್ಠಾನಗೊಳಿಸುವ ನಿಟ್ಟಿನಲ್ಲಿ ಜಿಲ್ಲಾ ಹಾಗೂ ತಾಲ್ಲೂಕು ಗ್ಯಾರಂಟಿ ಅನುಷ್ಠಾನ ಸಮಿತಿ ನೇಮಕ ಮಾಡಲಾಗಿದೆ. ಜಿಲ್ಲಾ ಹಾಗೂ ತಾಲ್ಲೂಕು ಅಧ್ಯಕ್ಷರು ಒಬ್ಬ ಪಲಾನುಭವಿಗಳು ಸರ್ಕಾರದ ಯೋಜನೆಯಿಂದ ವಂಚಿತರಾಗದಂತೆ ಕಾರ್ಯನಿರ್ವಹಿಸಬೇಕು. ಮುಖ್ಯಮಂತ್ರಿಗಳಾದ ಸಿದ್ದರಾಮಯ್ಯನವರ ಜನಪರ ಆಡಳಿತ ನಡೆಸುತ್ತಿದ್ದಾರೆ. ವಿರೋಧ ಪಕ್ಷಗಳಿಗೆ ಯಾವುದೇ ವಿಚಾರಗಳು ಇಲ್ಲದೆ ಇರುವುದರಿಂದ ಗ್ಯಾರಂಟಿ ಯೋಜನೆಯ ಬಗ್ಗೆ ಅಪಪ್ರಚಾರ ಮಾಡುತ್ತಿದ್ದಾರೆ. ರಾಜ್ಯದ ಯಾವುದೇ ಮೂಲೆ ಹೋದರು ಮಾತಿಗೆ ಬೆಲೆ ನೀಡಬಾರದು ಎಂದು ಮನವಿ ಮಾಡಿದರು. ಇನ್ನು ಬಿಜೆಪಿ ಪಕ್ಷದವರ ಸಂದರ್ಭದಲ್ಲಿ ಪಕ್ಷಕ್ಕಾಗಿ xyxy=(475,1091,703,1301)
book-translator: Translated by DEEPA BHASTHI xyxy=(256,1073,340,1079)
divider xyxy=(8,836,938,838)
story3-cols-under-photo: ಹಬ್ಬವಾಗಲಿದೆ ಎಂದು ಸಂಘದ ರಾಜ್ಯಾಧ್ಯಕ್ಷ ಶಿವಾನಂದ ತಗಡೂರು ಅವರು ಮುಖ್ಯಮಂತ್ರಿಗಳಿಗೆ ತಿಳಿಸಿದರು. ಇದಕ್ಕೆ ಪ್ರತಿಕ್ರಿಯಿಸಿದ ಸಿಎಂ ಸಿದ್ದರಾಮಯ್ಯ ಅವರು, ಕ್ರೀಡಾಕೂಟ ಯಶಸ್ವಿಯಾಗಲಿ. ಎಲ್ಲರಿಗೂ ಶುಭವಾಗಲಿ ಎಂದು ಶುಭ ಹಾರೈಸಿದರು. ಮುಖ್ಯಮಂತ್ರಿಗಳ ಮಾಧ್ಯಮ ಸಲಹೆಗಾರ ಕೆ.ವಿ.ಪ್ರಭಾಕರ್, ವಾರ್ತಾ ಇಲಾಖೆ ಆಯುಕ್ತರಾದ ಹೇಮಂತ್ ನಿಂಬಾಳ್ಕರ್, ಭಾರತೀಯ ಕಾರ್ಯ ನಿರತ ಪತ್ರಕರ್ತರ ಒಕ್ಕೂಟದ ಅಧ್ಯಕ್ಷ ಬಿ.ವಿ.ಮಲ್ಲಿಕಾರ್ಜುನಯ್ಯ, ಕರ್ನಾಟಕ ಕಾರ್ಯ ನಿರತ ಪತ್ರಕರ್ತರ ಸಂಘದ ಪ್ರಧಾನ xyxy=(125,695,353,806)
